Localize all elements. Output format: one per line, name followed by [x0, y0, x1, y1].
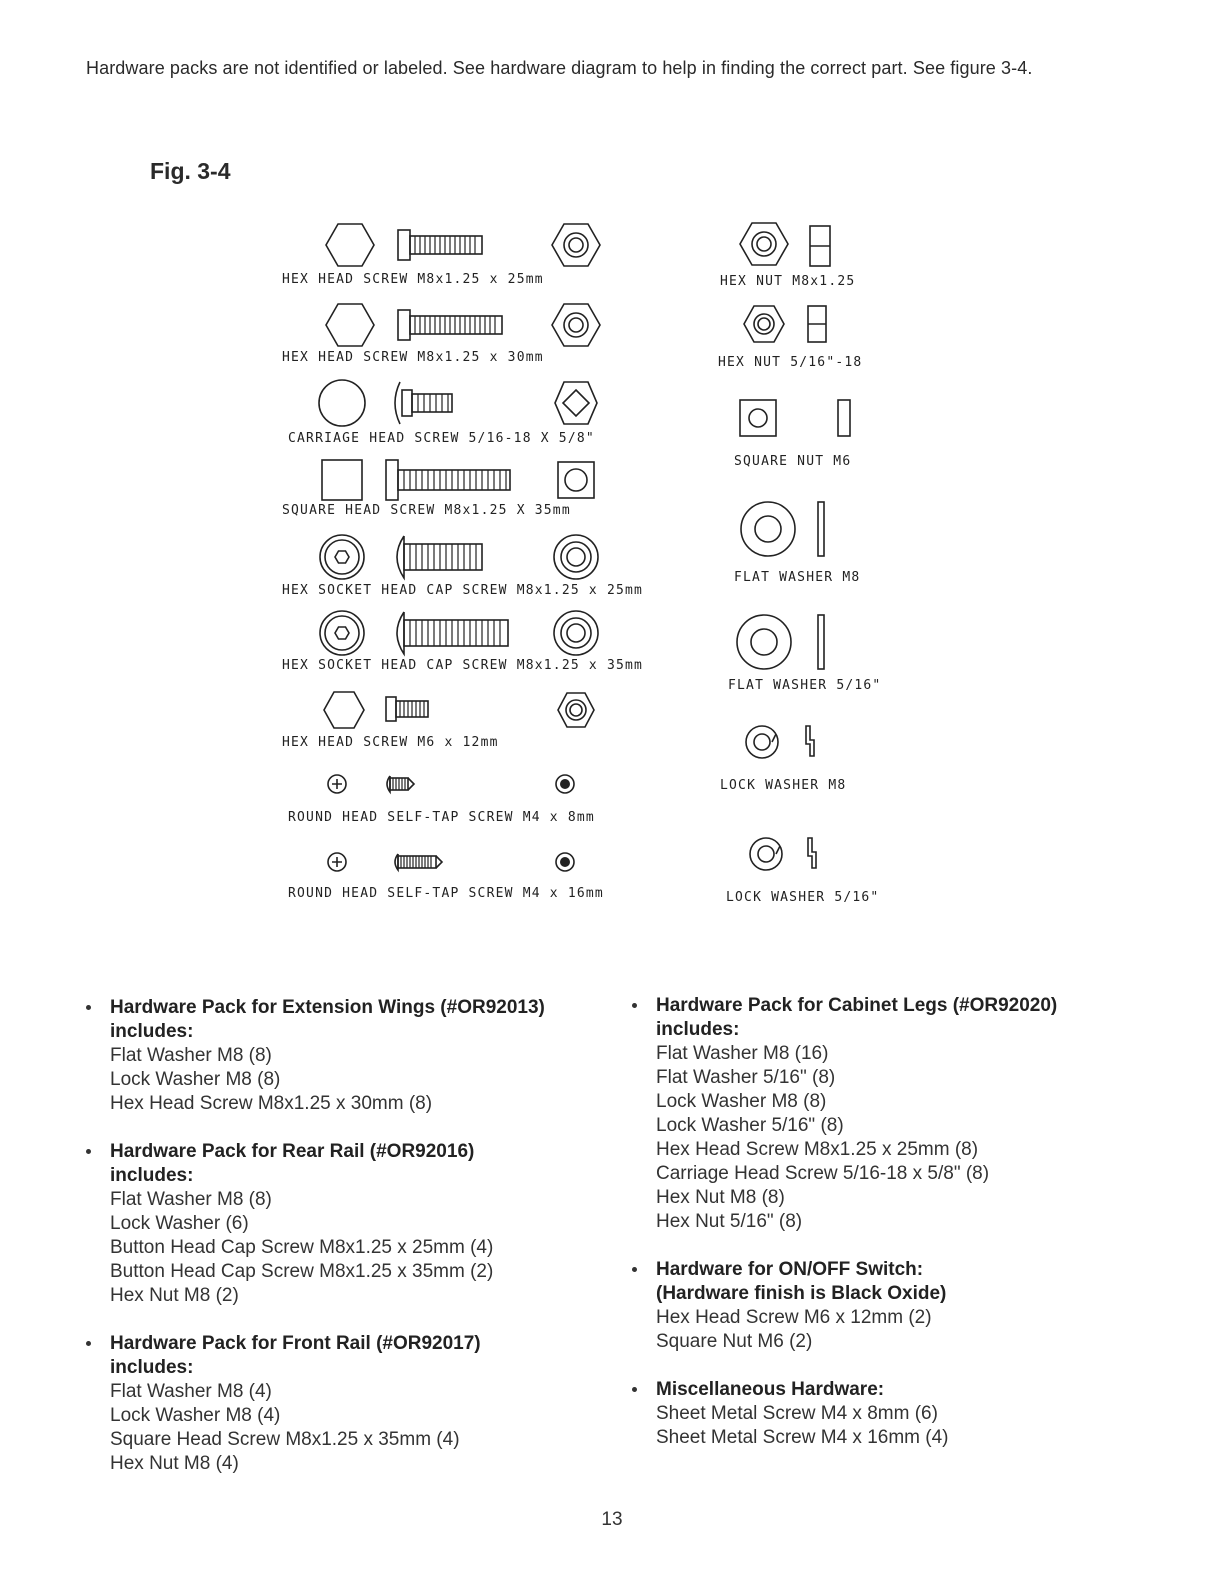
caption-hex-nut-516: HEX NUT 5/16"-18 [718, 355, 863, 370]
pack-item: Hex Nut M8 (8) [656, 1187, 785, 1208]
pack-title: Hardware for ON/OFF Switch: [656, 1259, 924, 1280]
pack-item: Square Nut M6 (2) [656, 1331, 813, 1352]
page-number: 13 [601, 1509, 623, 1530]
pack-item: Lock Washer M8 (8) [110, 1069, 281, 1090]
pack-item: Hex Nut 5/16" (8) [656, 1211, 803, 1232]
part-square-head-screw [318, 457, 608, 505]
part-self-tap-screw-16 [318, 846, 608, 878]
lock-washer-icon [748, 834, 878, 878]
pack-item: Hex Nut M8 (2) [110, 1285, 239, 1306]
pack-subtitle: includes: [110, 1021, 194, 1042]
hex-socket-cap-screw-icon [318, 532, 608, 582]
pack-item: Lock Washer 5/16" (8) [656, 1115, 844, 1136]
square-head-screw-icon [318, 457, 608, 505]
part-lock-washer-m8 [744, 722, 874, 766]
flat-washer-icon [738, 500, 868, 560]
bullet-icon [86, 1005, 91, 1010]
pack-rear-rail [86, 1140, 586, 1308]
pack-item: Flat Washer M8 (8) [110, 1045, 272, 1066]
square-nut-icon [738, 398, 868, 442]
hex-nut-icon [738, 302, 868, 348]
bullet-icon [86, 1149, 91, 1154]
bullet-icon [86, 1341, 91, 1346]
pack-title: Hardware Pack for Extension Wings (#OR92013) [110, 997, 545, 1018]
pack-miscellaneous [632, 1378, 1132, 1450]
pack-item: Sheet Metal Screw M4 x 8mm (6) [656, 1403, 938, 1424]
pack-on-off-switch [632, 1258, 1132, 1354]
pack-cabinet-legs [632, 994, 1132, 1234]
pack-item: Hex Nut M8 (4) [110, 1453, 239, 1474]
pack-item: Sheet Metal Screw M4 x 16mm (4) [656, 1427, 949, 1448]
pack-item: Lock Washer (6) [110, 1213, 249, 1234]
part-flat-washer-m8 [738, 500, 868, 560]
pack-item: Hex Head Screw M8x1.25 x 30mm (8) [110, 1093, 433, 1114]
pack-item: Square Head Screw M8x1.25 x 35mm (4) [110, 1429, 460, 1450]
part-carriage-head-screw [318, 378, 608, 430]
bullet-icon [632, 1267, 637, 1272]
pack-subtitle: includes: [110, 1165, 194, 1186]
pack-item: Lock Washer M8 (8) [656, 1091, 827, 1112]
caption-flat-washer-516: FLAT WASHER 5/16" [728, 678, 882, 693]
caption-carriage-head-screw: CARRIAGE HEAD SCREW 5/16-18 X 5/8" [288, 431, 595, 446]
pack-subtitle: includes: [656, 1019, 740, 1040]
caption-self-tap-screw-8: ROUND HEAD SELF-TAP SCREW M4 x 8mm [288, 810, 595, 825]
pack-item: Flat Washer M8 (16) [656, 1043, 829, 1064]
pack-extension-wings [86, 996, 586, 1116]
pack-item: Button Head Cap Screw M8x1.25 x 25mm (4) [110, 1237, 494, 1258]
hex-head-screw-small-icon [318, 688, 608, 734]
round-head-screw-icon [318, 768, 608, 800]
caption-flat-washer-m8: FLAT WASHER M8 [734, 570, 861, 585]
pack-item: Carriage Head Screw 5/16-18 x 5/8" (8) [656, 1163, 990, 1184]
pack-item: Hex Head Screw M8x1.25 x 25mm (8) [656, 1139, 979, 1160]
caption-square-nut-m6: SQUARE NUT M6 [734, 454, 852, 469]
caption-hex-head-screw-25: HEX HEAD SCREW M8x1.25 x 25mm [282, 272, 544, 287]
part-hex-head-screw-m6 [318, 688, 608, 734]
figure-label: Fig. 3-4 [150, 158, 231, 184]
part-self-tap-screw-8 [318, 768, 608, 800]
part-square-nut-m6 [738, 398, 868, 442]
pack-item: Button Head Cap Screw M8x1.25 x 35mm (2) [110, 1261, 494, 1282]
packs-left-column [86, 996, 586, 1500]
pack-subtitle: (Hardware finish is Black Oxide) [656, 1283, 947, 1304]
pack-item: Flat Washer 5/16" (8) [656, 1067, 836, 1088]
pack-item: Flat Washer M8 (4) [110, 1381, 272, 1402]
part-hex-nut-516 [738, 302, 868, 348]
hex-socket-cap-screw-icon [318, 608, 608, 658]
caption-hex-socket-cap-screw-25: HEX SOCKET HEAD CAP SCREW M8x1.25 x 25mm [282, 583, 644, 598]
caption-hex-head-screw-m6: HEX HEAD SCREW M6 x 12mm [282, 735, 499, 750]
caption-self-tap-screw-16: ROUND HEAD SELF-TAP SCREW M4 x 16mm [288, 886, 604, 901]
part-hex-socket-cap-screw-25 [318, 532, 608, 582]
part-hex-head-screw-30 [318, 302, 608, 352]
hex-nut-icon [738, 220, 868, 270]
caption-hex-nut-m8: HEX NUT M8x1.25 [720, 274, 856, 289]
bullet-icon [632, 1387, 637, 1392]
lock-washer-icon [744, 722, 874, 766]
pack-title: Hardware Pack for Cabinet Legs (#OR92020) [656, 995, 1058, 1016]
intro-text: Hardware packs are not identified or labeled. See hardware diagram to help in finding the correct part. See figure 3-4. [86, 58, 1033, 78]
caption-square-head-screw: SQUARE HEAD SCREW M8x1.25 X 35mm [282, 503, 571, 518]
carriage-head-screw-icon [318, 378, 608, 430]
pack-title: Hardware Pack for Front Rail (#OR92017) [110, 1333, 481, 1354]
pack-item: Lock Washer M8 (4) [110, 1405, 281, 1426]
caption-lock-washer-516: LOCK WASHER 5/16" [726, 890, 880, 905]
pack-item: Flat Washer M8 (8) [110, 1189, 272, 1210]
part-flat-washer-516 [736, 612, 866, 672]
part-lock-washer-516 [748, 834, 878, 878]
pack-item: Hex Head Screw M6 x 12mm (2) [656, 1307, 932, 1328]
hex-head-screw-icon [318, 222, 608, 272]
part-hex-socket-cap-screw-35 [318, 608, 608, 658]
pack-subtitle: includes: [110, 1357, 194, 1378]
pack-front-rail [86, 1332, 586, 1476]
caption-hex-head-screw-30: HEX HEAD SCREW M8x1.25 x 30mm [282, 350, 544, 365]
flat-washer-icon [736, 612, 866, 672]
caption-hex-socket-cap-screw-35: HEX SOCKET HEAD CAP SCREW M8x1.25 x 35mm [282, 658, 644, 673]
packs-right-column [632, 994, 1132, 1474]
part-hex-nut-m8 [738, 220, 868, 270]
hex-head-screw-icon [318, 302, 608, 352]
caption-lock-washer-m8: LOCK WASHER M8 [720, 778, 847, 793]
bullet-icon [632, 1003, 637, 1008]
pack-title: Miscellaneous Hardware: [656, 1379, 885, 1400]
part-hex-head-screw-25 [318, 222, 608, 272]
round-head-screw-icon [318, 846, 608, 878]
pack-title: Hardware Pack for Rear Rail (#OR92016) [110, 1141, 475, 1162]
